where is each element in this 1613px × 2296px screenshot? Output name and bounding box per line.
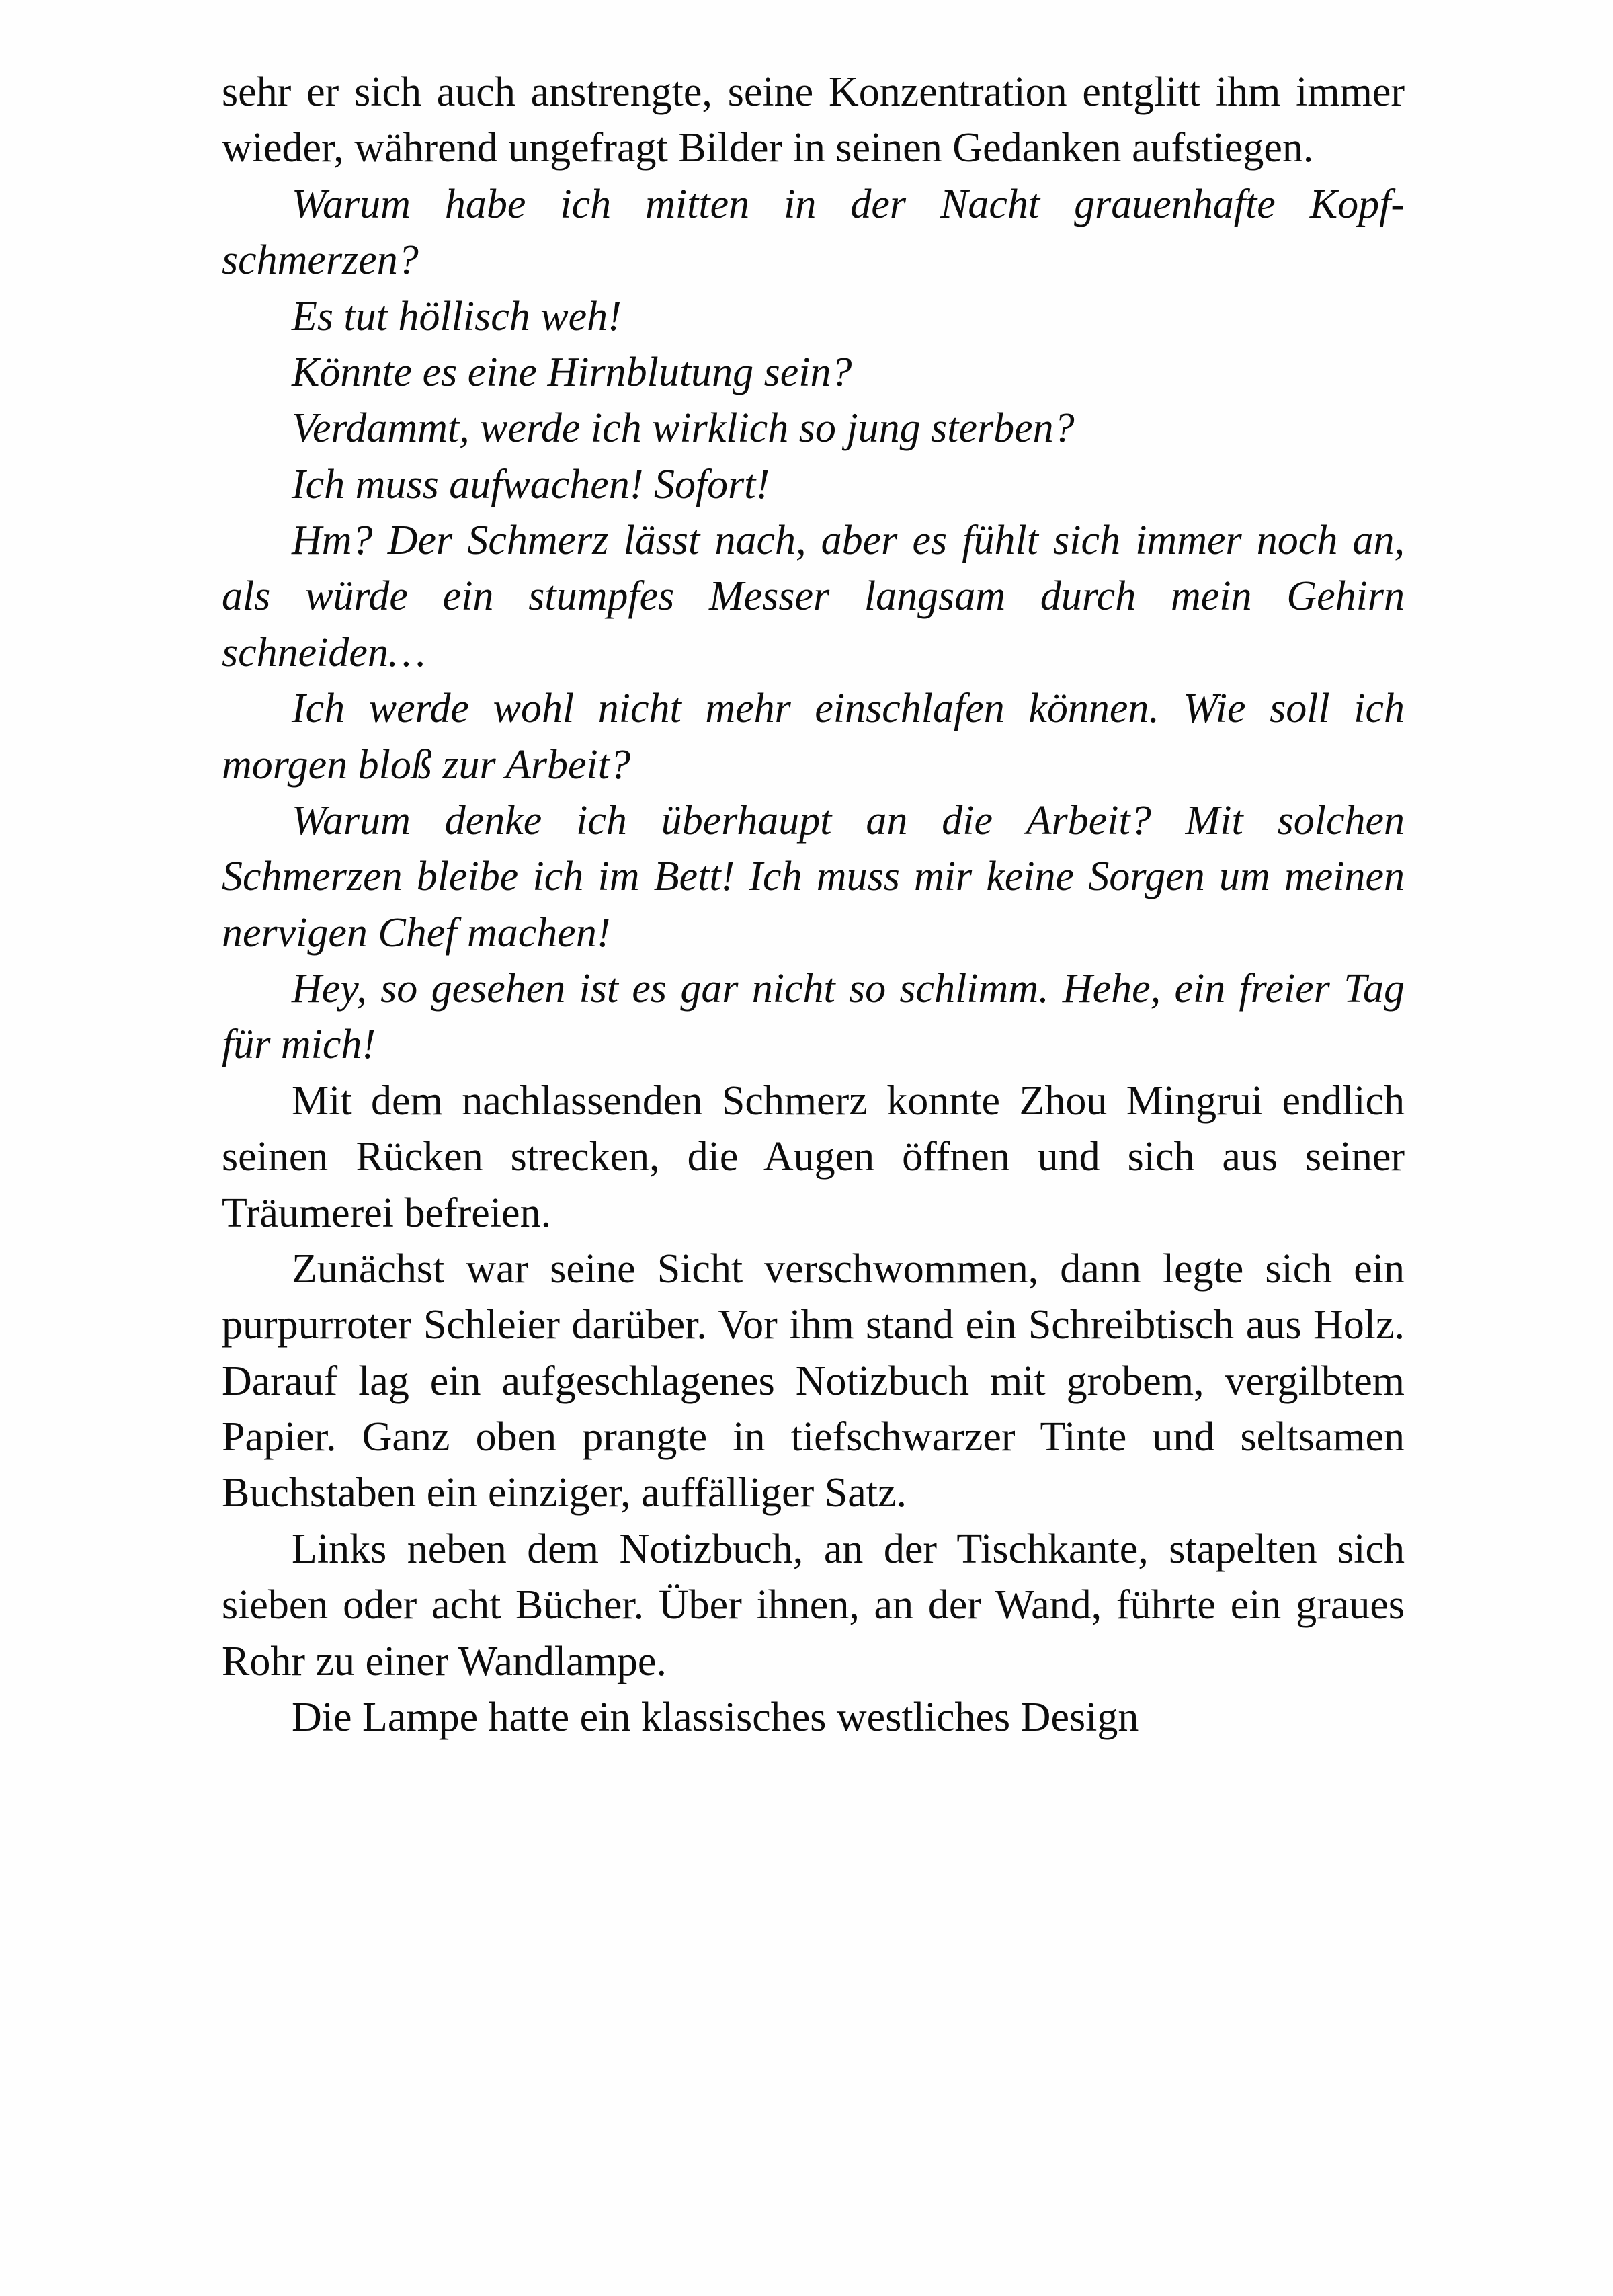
inner-thought-9: Hey, so gesehen ist es gar nicht so schlimm. Hehe, ein freier Tag für mich!	[222, 966, 1405, 1068]
inner-thought-3: Könnte es eine Hirnblutung sein?	[292, 349, 852, 395]
paragraph-1: Mit dem nachlassenden Schmerz konnte Zhou Mingrui endlich seinen Rücken strecken, die Augen öffnen und sich aus seiner Träumerei befreien.	[222, 1077, 1405, 1236]
paragraph-continued: sehr er sich auch anstrengte, seine Konzentration entglitt ihm immer wieder, während ungefragt Bilder in seinen Gedanken aufstiegen.	[222, 69, 1405, 171]
inner-thought-8: Warum denke ich überhaupt an die Arbeit? Mit solchen Schmerzen bleibe ich im Bett! Ich muss mir keine Sorgen um meinen nervigen Chef machen!	[222, 797, 1405, 956]
inner-thought-5: Ich muss aufwachen! Sofort!	[292, 461, 770, 507]
paragraph-2: Zunächst war seine Sicht verschwommen, dann legte sich ein purpurroter Schleier darüber. Vor ihm stand ein Schreibtisch aus Holz. Darauf lag ein aufgeschlagenes Notizbuch mit grobem, vergilbtem Papier. Ganz oben prangte in tiefschwarzer Tinte und seltsamen Buchstaben ein einziger, auffälliger Satz.	[222, 1245, 1405, 1516]
paragraph-3: Links neben dem Notizbuch, an der Tischkante, stapelten sich sieben oder acht Bücher. Über ihnen, an der Wand, führte ein graues Rohr zu einer Wandlampe.	[222, 1526, 1405, 1684]
inner-thought-6: Hm? Der Schmerz lässt nach, aber es fühlt sich immer noch an, als würde ein stumpfes Messer langsam durch mein Gehirn schneiden…	[222, 518, 1405, 675]
inner-thought-7: Ich werde wohl nicht mehr einschlafen können. Wie soll ich morgen bloß zur Arbeit?	[222, 686, 1405, 788]
paragraph-4-clipped: Die Lampe hatte ein klassisches westliches Design	[292, 1694, 1139, 1740]
inner-thought-1: Warum habe ich mitten in der Nacht grauenhafte Kopf-schmerzen?	[222, 181, 1405, 284]
page-text-block	[222, 65, 1405, 1746]
inner-thought-2: Es tut höllisch weh!	[292, 293, 622, 339]
inner-thought-4: Verdammt, werde ich wirklich so jung sterben?	[292, 405, 1075, 452]
